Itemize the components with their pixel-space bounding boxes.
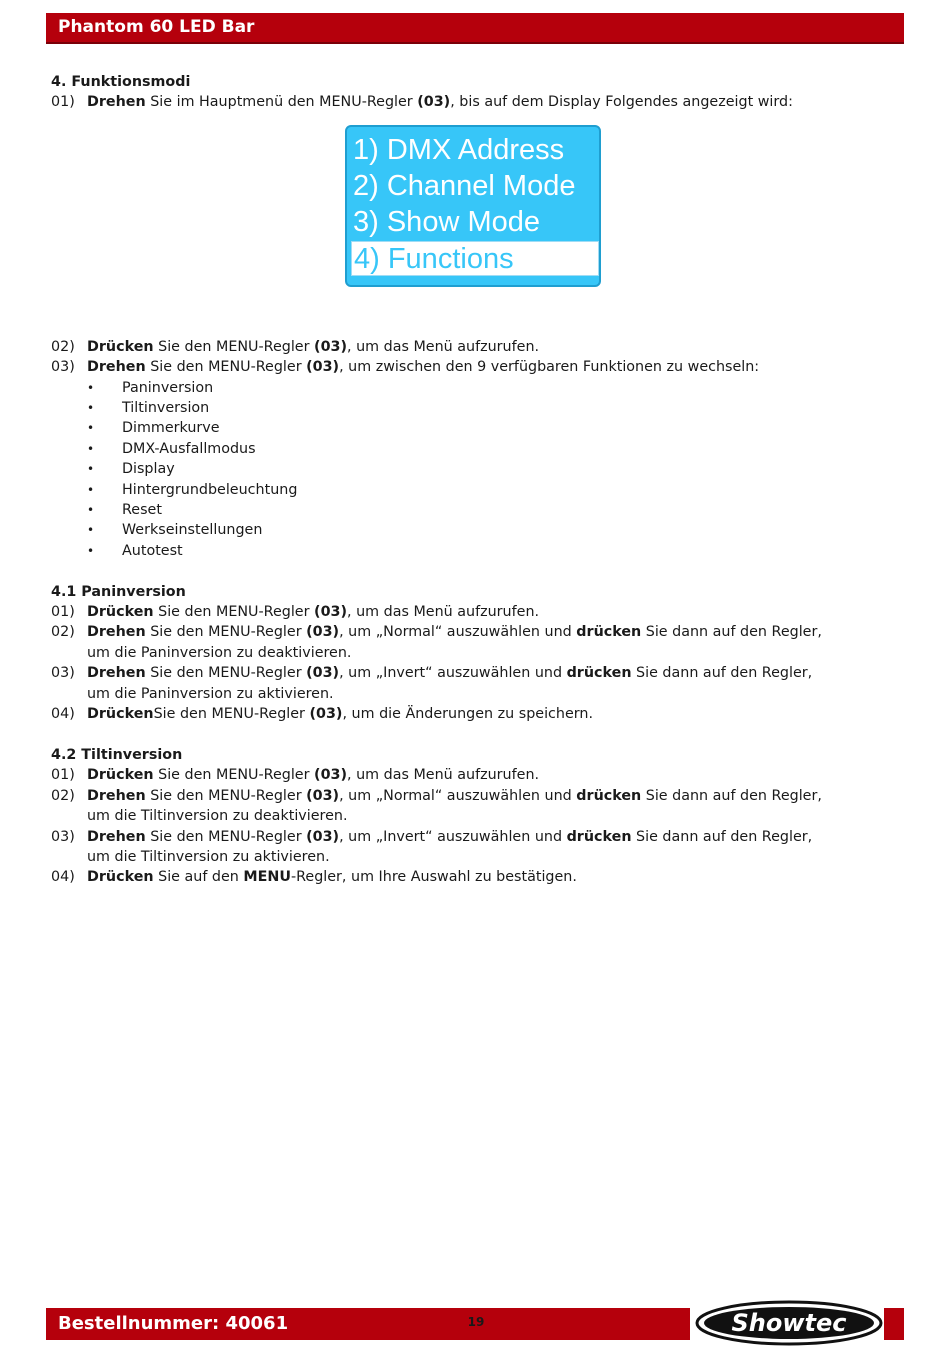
step-text: Drücken Sie den MENU-Regler (03), um das Menü aufzurufen. — [87, 338, 540, 355]
step-number: 04) — [51, 869, 75, 886]
step-text: Drehen Sie den MENU-Regler (03), um „Invert“ auszuwählen und drücken Sie dann auf den Regler, um die Tiltinversion zu aktivieren. — [87, 828, 813, 865]
list-item: • Paninversion — [51, 378, 901, 398]
step-4-01 — [51, 92, 901, 112]
step-41-04 — [51, 704, 901, 724]
bullet-icon: • — [87, 523, 95, 538]
list-item: • Autotest — [51, 541, 901, 561]
step-number: 02) — [51, 787, 75, 804]
display-figure — [51, 113, 901, 337]
list-item: • Tiltinversion — [51, 398, 901, 418]
section-heading-funktionsmodi: 4. Funktionsmodi — [51, 74, 191, 90]
step-41-01 — [51, 602, 901, 622]
lcd-line-show-mode: 3) Show Mode — [353, 205, 540, 238]
list-item: • Display — [51, 459, 901, 479]
step-42-04 — [51, 867, 901, 887]
step-text: Drehen Sie den MENU-Regler (03), um zwischen den 9 verfügbaren Funktionen zu wechseln: — [87, 359, 760, 376]
list-item: • Reset — [51, 500, 901, 520]
step-42-02 — [51, 786, 901, 827]
step-41-03 — [51, 663, 901, 704]
step-text: Drehen Sie im Hauptmenü den MENU-Regler (03), bis auf dem Display Folgendes angezeigt wird: — [87, 94, 793, 111]
list-item: • DMX-Ausfallmodus — [51, 439, 901, 459]
step-number: 01) — [51, 767, 75, 784]
lcd-display — [345, 125, 601, 287]
step-41-02 — [51, 622, 901, 663]
step-number: 03) — [51, 665, 75, 682]
section-heading-tiltinversion: 4.2 Tiltinversion — [51, 746, 183, 763]
step-number: 04) — [51, 706, 75, 723]
function-list — [51, 378, 901, 562]
section-heading-paninversion: 4.1 Paninversion — [51, 583, 186, 600]
bullet-icon: • — [87, 482, 95, 497]
header-title: Phantom 60 LED Bar — [58, 17, 255, 37]
step-number: 02) — [51, 338, 75, 355]
bullet-icon: • — [87, 543, 95, 558]
step-4-02 — [51, 337, 901, 357]
step-number: 01) — [51, 604, 75, 621]
bullet-icon: • — [87, 503, 95, 518]
order-number: Bestellnummer: 40061 — [58, 1313, 289, 1334]
step-42-01 — [51, 765, 901, 785]
step-number: 03) — [51, 359, 75, 376]
list-item: • Werkseinstellungen — [51, 520, 901, 540]
step-text: DrückenSie den MENU-Regler (03), um die Änderungen zu speichern. — [87, 706, 594, 723]
list-item: • Dimmerkurve — [51, 418, 901, 438]
bullet-icon: • — [87, 401, 95, 416]
footer-bar-end — [884, 1308, 904, 1340]
logo-text: Showtec — [731, 1309, 847, 1337]
bullet-icon: • — [87, 462, 95, 477]
bullet-icon: • — [87, 421, 95, 436]
footer-bar — [46, 1308, 690, 1340]
step-text: Drehen Sie den MENU-Regler (03), um „Normal“ auszuwählen und drücken Sie dann auf den Regler, um die Tiltinversion zu deaktivieren. — [87, 787, 822, 825]
list-item: • Hintergrundbeleuchtung — [51, 480, 901, 500]
showtec-logo-icon — [694, 1300, 884, 1346]
step-number: 01) — [51, 94, 75, 111]
step-number: 03) — [51, 828, 75, 845]
step-number: 02) — [51, 624, 75, 641]
step-text: Drücken Sie den MENU-Regler (03), um das Menü aufzurufen. — [87, 767, 540, 784]
page-number: 19 — [467, 1315, 485, 1329]
step-42-03 — [51, 827, 901, 868]
step-text: Drehen Sie den MENU-Regler (03), um „Normal“ auszuwählen und drücken Sie dann auf den Regler, um die Paninversion zu deaktivieren. — [87, 624, 822, 661]
step-4-03 — [51, 357, 901, 377]
bullet-icon: • — [87, 380, 95, 395]
step-text: Drücken Sie auf den MENU-Regler, um Ihre Auswahl zu bestätigen. — [87, 869, 577, 886]
page-content — [51, 72, 901, 888]
step-text: Drücken Sie den MENU-Regler (03), um das Menü aufzurufen. — [87, 604, 540, 621]
lcd-line-dmx-address: 1) DMX Address — [353, 133, 565, 166]
lcd-line-functions-selected: 4) Functions — [351, 241, 599, 276]
bullet-icon: • — [87, 441, 95, 456]
header-bar — [46, 13, 904, 44]
lcd-line-channel-mode: 2) Channel Mode — [353, 169, 576, 202]
step-text: Drehen Sie den MENU-Regler (03), um „Invert“ auszuwählen und drücken Sie dann auf den Regler, um die Paninversion zu aktivieren. — [87, 665, 813, 702]
